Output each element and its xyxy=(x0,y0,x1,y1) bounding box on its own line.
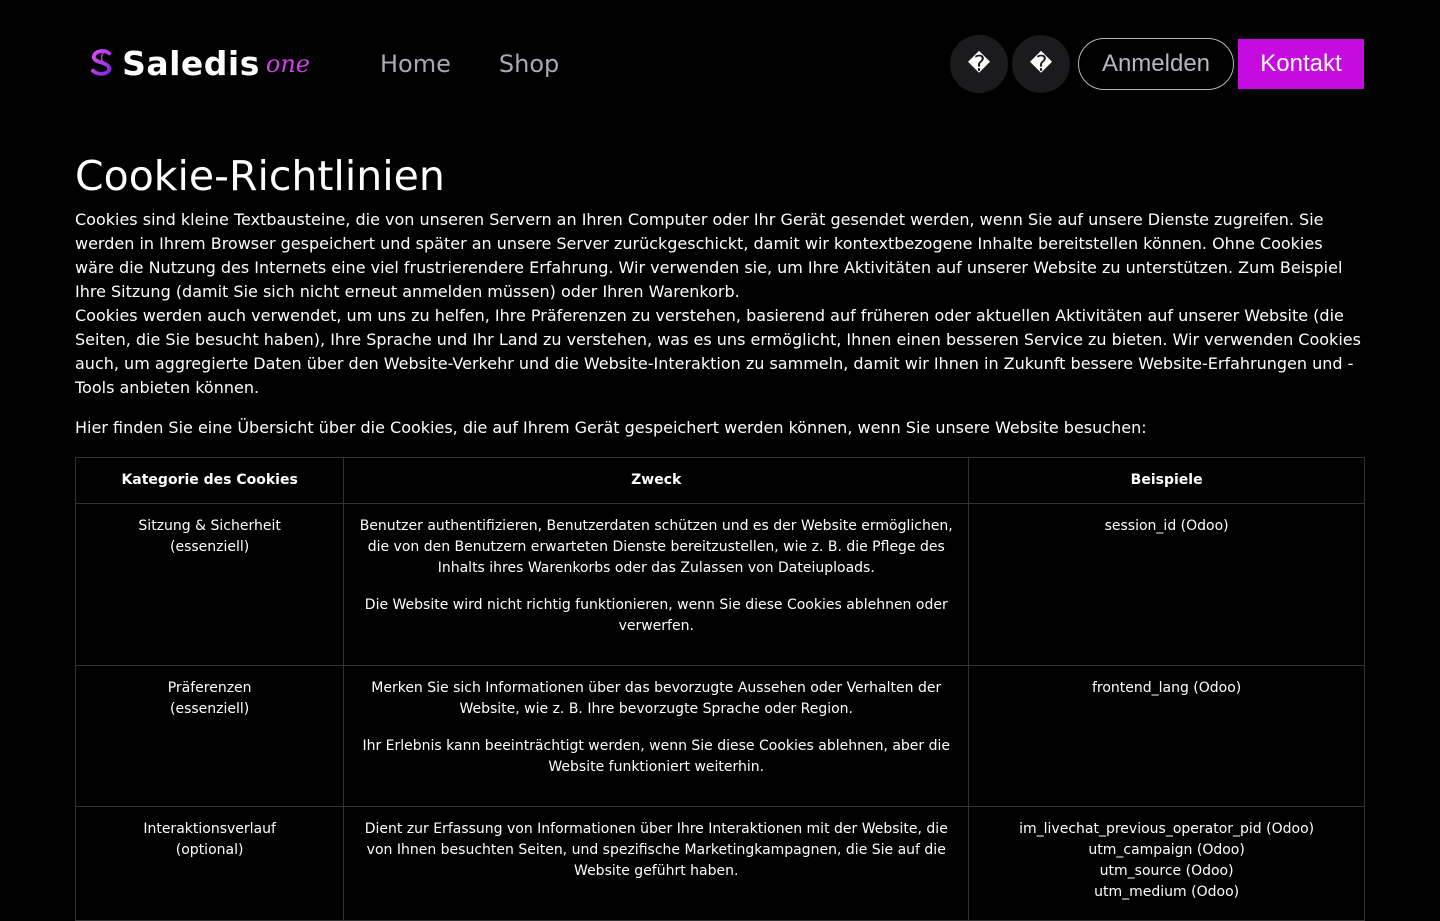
nav-home[interactable]: Home xyxy=(380,50,451,78)
header-category: Kategorie des Cookies xyxy=(76,458,344,504)
saledis-logo[interactable] xyxy=(90,34,310,92)
login-button[interactable]: Anmelden xyxy=(1078,38,1234,90)
cell-purpose xyxy=(344,666,969,807)
page-title: Cookie-Richtlinien xyxy=(75,152,445,200)
header-purpose: Zweck xyxy=(344,458,969,504)
logo-s-icon xyxy=(90,35,114,91)
logo-wordmark: Saledis xyxy=(122,43,260,83)
table-row xyxy=(76,807,1365,921)
site-header xyxy=(0,0,1440,128)
main-content xyxy=(75,150,1365,921)
purpose-text: Benutzer authentifizieren, Benutzerdaten schützen und es der Website ermöglichen, die von den Benutzern erwarteten Dienste bereitzustellen, wie z. B. die Pflege des Inhalts ihres Warenkorbs oder das Zulassen von Dateiuploads. xyxy=(359,518,953,576)
cell-examples xyxy=(969,807,1365,921)
category-name: Präferenzen xyxy=(167,680,252,696)
table-intro: Hier finden Sie eine Übersicht über die Cookies, die auf Ihrem Gerät gespeichert werden können, wenn Sie unsere Website besuchen: xyxy=(75,418,1147,437)
intro-paragraph-1: Cookies sind kleine Textbausteine, die von unseren Servern an Ihren Computer oder Ihr Gerät gesendet werden, wenn Sie auf unsere Dienste zugreifen. Sie werden in Ihrem Browser gespeichert und später an unsere Server zurückgeschickt, damit wir kontextbezogene Inhalte bereitstellen können. Ohne Cookies wäre die Nutzung des Internets eine viel frustrierendere Erfahrung. Wir verwenden sie, um Ihre Aktivitäten auf unserer Website zu unterstützen. Zum Beispiel Ihre Sitzung (damit Sie sich nicht erneut anmelden müssen) oder Ihren Warenkorb. xyxy=(75,210,1343,301)
purpose-note: Die Website wird nicht richtig funktionieren, wenn Sie diese Cookies ablehnen oder verwerfen. xyxy=(364,597,948,634)
category-note: (optional) xyxy=(175,842,244,858)
logo-suffix: one xyxy=(265,50,310,78)
example-item: im_livechat_previous_operator_pid (Odoo) xyxy=(1019,821,1315,837)
example-item: utm_medium (Odoo) xyxy=(1094,884,1240,900)
nav-shop[interactable]: Shop xyxy=(498,50,560,78)
cell-category xyxy=(76,666,344,807)
table-header-row xyxy=(76,458,1365,504)
search-icon: � xyxy=(967,51,991,77)
example-item: frontend_lang (Odoo) xyxy=(1091,680,1242,696)
purpose-text: Merken Sie sich Informationen über das bevorzugte Aussehen oder Verhalten der Website, wie z. B. Ihre bevorzugte Sprache oder Region. xyxy=(371,680,942,717)
example-item: utm_source (Odoo) xyxy=(1099,863,1234,879)
table-row xyxy=(76,504,1365,666)
example-item: session_id (Odoo) xyxy=(1104,518,1229,534)
cell-category xyxy=(76,807,344,921)
category-name: Sitzung & Sicherheit xyxy=(138,518,281,534)
category-name: Interaktionsverlauf xyxy=(143,821,276,837)
header-examples: Beispiele xyxy=(969,458,1365,504)
cart-icon: � xyxy=(1029,51,1053,77)
purpose-note: Ihr Erlebnis kann beeinträchtigt werden, wenn Sie diese Cookies ablehnen, aber die Website funktioniert weiterhin. xyxy=(362,738,951,775)
intro-paragraph-2: Cookies werden auch verwendet, um uns zu helfen, Ihre Präferenzen zu verstehen, basierend auf früheren oder aktuellen Aktivitäten auf unserer Website (die Seiten, die Sie besucht haben), Ihre Sprache und Ihr Land zu verstehen, was es uns ermöglicht, Ihnen einen besseren Service zu bieten. Wir verwenden Cookies auch, um aggregierte Daten über den Website-Verkehr und die Website-Interaktion zu sammeln, damit wir Ihnen in Zukunft bessere Website-Erfahrungen und -Tools anbieten können. xyxy=(75,306,1361,397)
cell-purpose xyxy=(344,807,969,921)
category-note: (essenziell) xyxy=(170,701,250,717)
contact-button[interactable]: Kontakt xyxy=(1238,39,1364,89)
cart-button[interactable] xyxy=(1012,35,1070,93)
cell-purpose xyxy=(344,504,969,666)
search-button[interactable] xyxy=(950,35,1008,93)
purpose-text: Dient zur Erfassung von Informationen über Ihre Interaktionen mit der Website, die von Ihnen besuchten Seiten, und spezifische Marketingkampagnen, die Sie auf die Website geführt haben. xyxy=(364,821,948,879)
main-nav xyxy=(380,46,559,82)
cell-examples xyxy=(969,504,1365,666)
cookie-table xyxy=(75,457,1365,921)
table-row xyxy=(76,666,1365,807)
example-item: utm_campaign (Odoo) xyxy=(1088,842,1245,858)
cell-examples xyxy=(969,666,1365,807)
category-note: (essenziell) xyxy=(170,539,250,555)
cell-category xyxy=(76,504,344,666)
